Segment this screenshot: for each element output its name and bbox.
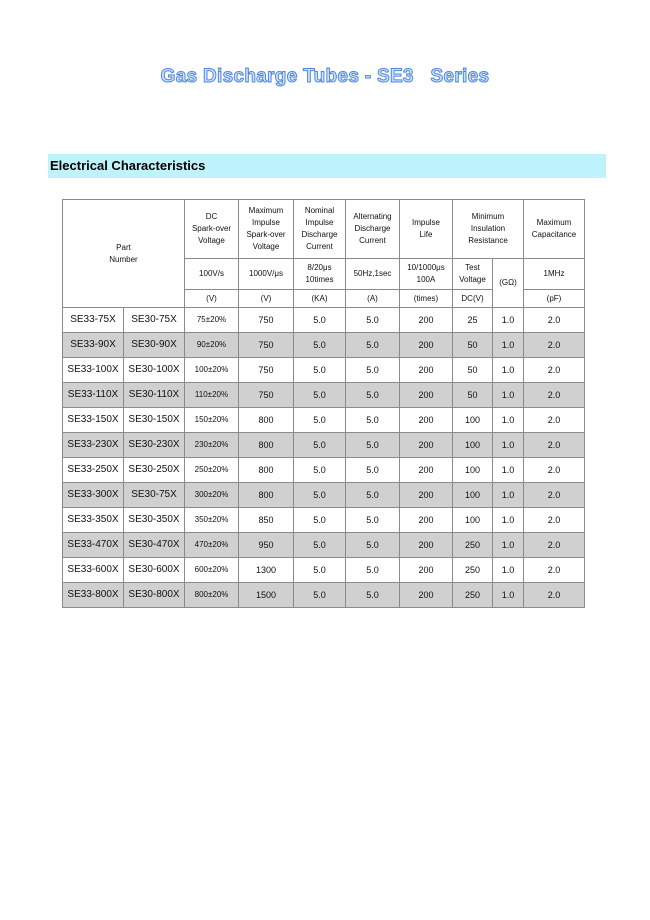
- impulse-unit: (V): [239, 290, 294, 308]
- capacitance-value: 2.0: [524, 333, 585, 358]
- part-number-se33: SE33-800X: [63, 583, 124, 608]
- alternating-discharge-value: 5.0: [346, 533, 400, 558]
- condition-line: 10times: [305, 275, 334, 284]
- part-number-se33: SE33-75X: [63, 308, 124, 333]
- part-number-se30: SE30-470X: [124, 533, 185, 558]
- part-number-se30: SE30-150X: [124, 408, 185, 433]
- test-voltage-value: 50: [453, 333, 493, 358]
- impulse-sparkover-value: 850: [239, 508, 294, 533]
- alternating-discharge-value: 5.0: [346, 433, 400, 458]
- impulse-sparkover-value: 750: [239, 358, 294, 383]
- impulse-life-value: 200: [400, 408, 453, 433]
- capacitance-value: 2.0: [524, 308, 585, 333]
- max-impulse-header: [239, 200, 294, 259]
- dc-sparkover-value: 75±20%: [185, 308, 239, 333]
- impulse-sparkover-value: 800: [239, 458, 294, 483]
- life-unit: (times): [400, 290, 453, 308]
- part-number-se30: SE30-350X: [124, 508, 185, 533]
- alternating-discharge-value: 5.0: [346, 508, 400, 533]
- impulse-sparkover-value: 800: [239, 408, 294, 433]
- insulation-value: 1.0: [493, 333, 524, 358]
- nominal-discharge-value: 5.0: [294, 358, 346, 383]
- nominal-discharge-value: 5.0: [294, 383, 346, 408]
- impulse-life-value: 200: [400, 583, 453, 608]
- dc-condition: 100V/s: [185, 259, 239, 290]
- header-line: Nominal: [304, 206, 335, 215]
- test-voltage-unit: DC(V): [453, 290, 493, 308]
- life-condition: [400, 259, 453, 290]
- section-heading: Electrical Characteristics: [50, 158, 206, 173]
- nominal-discharge-value: 5.0: [294, 333, 346, 358]
- nominal-discharge-header: [294, 200, 346, 259]
- impulse-life-value: 200: [400, 383, 453, 408]
- header-line: Discharge: [301, 230, 338, 239]
- header-line: Spark-over: [246, 230, 286, 239]
- dc-sparkover-value: 350±20%: [185, 508, 239, 533]
- insulation-value: 1.0: [493, 458, 524, 483]
- capacitance-value: 2.0: [524, 508, 585, 533]
- insulation-unit: (GΩ): [493, 259, 524, 308]
- header-line: Alternating: [353, 212, 392, 221]
- nominal-discharge-value: 5.0: [294, 308, 346, 333]
- table-row: [63, 333, 585, 358]
- capacitance-value: 2.0: [524, 583, 585, 608]
- capacitance-value: 2.0: [524, 358, 585, 383]
- header-line: DC: [205, 212, 218, 221]
- header-line: Voltage: [252, 242, 280, 251]
- capacitance-value: 2.0: [524, 458, 585, 483]
- impulse-sparkover-value: 950: [239, 533, 294, 558]
- part-number-se33: SE33-300X: [63, 483, 124, 508]
- insulation-value: 1.0: [493, 483, 524, 508]
- table-row: [63, 508, 585, 533]
- header-line: Impulse: [251, 218, 280, 227]
- dc-sparkover-value: 150±20%: [185, 408, 239, 433]
- alternating-condition: 50Hz,1sec: [346, 259, 400, 290]
- capacitance-value: 2.0: [524, 408, 585, 433]
- impulse-life-value: 200: [400, 358, 453, 383]
- capacitance-value: 2.0: [524, 433, 585, 458]
- insulation-value: 1.0: [493, 558, 524, 583]
- nominal-discharge-value: 5.0: [294, 408, 346, 433]
- table-row: [63, 483, 585, 508]
- nominal-discharge-value: 5.0: [294, 583, 346, 608]
- condition-line: Test: [465, 263, 480, 272]
- test-voltage-value: 100: [453, 408, 493, 433]
- dc-sparkover-value: 250±20%: [185, 458, 239, 483]
- insulation-value: 1.0: [493, 383, 524, 408]
- header-line: Capacitance: [531, 230, 577, 239]
- part-number-se33: SE33-600X: [63, 558, 124, 583]
- header-line: Maximum: [248, 206, 284, 215]
- part-number-se33: SE33-150X: [63, 408, 124, 433]
- part-number-se30: SE30-100X: [124, 358, 185, 383]
- dc-sparkover-value: 470±20%: [185, 533, 239, 558]
- nominal-discharge-value: 5.0: [294, 458, 346, 483]
- condition-line: 10/1000μs: [407, 263, 445, 272]
- nominal-discharge-value: 5.0: [294, 483, 346, 508]
- insulation-value: 1.0: [493, 433, 524, 458]
- header-line: Impulse: [411, 218, 440, 227]
- min-insulation-header: [453, 200, 524, 259]
- test-voltage-value: 250: [453, 533, 493, 558]
- part-number-se33: SE33-230X: [63, 433, 124, 458]
- header-line: Spark-over: [191, 224, 232, 233]
- header-line: Insulation: [470, 224, 506, 233]
- impulse-sparkover-value: 800: [239, 483, 294, 508]
- capacitance-value: 2.0: [524, 533, 585, 558]
- dc-sparkover-value: 100±20%: [185, 358, 239, 383]
- impulse-sparkover-value: 750: [239, 383, 294, 408]
- table-row: [63, 458, 585, 483]
- table-row: [63, 583, 585, 608]
- electrical-characteristics-table: [62, 199, 585, 608]
- impulse-life-value: 200: [400, 558, 453, 583]
- header-line: Discharge: [354, 224, 391, 233]
- dc-sparkover-value: 110±20%: [185, 383, 239, 408]
- alternating-discharge-header: [346, 200, 400, 259]
- part-number-se30: SE30-800X: [124, 583, 185, 608]
- impulse-sparkover-value: 750: [239, 308, 294, 333]
- page-title: Gas Discharge Tubes - SE3 Series: [160, 66, 490, 87]
- dc-sparkover-value: 230±20%: [185, 433, 239, 458]
- insulation-value: 1.0: [493, 408, 524, 433]
- part-number-se33: SE33-90X: [63, 333, 124, 358]
- table-row: [63, 408, 585, 433]
- capacitance-value: 2.0: [524, 383, 585, 408]
- alternating-discharge-value: 5.0: [346, 383, 400, 408]
- nominal-discharge-value: 5.0: [294, 558, 346, 583]
- nominal-discharge-value: 5.0: [294, 533, 346, 558]
- test-voltage-value: 100: [453, 483, 493, 508]
- test-voltage-value: 250: [453, 558, 493, 583]
- max-capacitance-header: [524, 200, 585, 259]
- impulse-sparkover-value: 1300: [239, 558, 294, 583]
- impulse-sparkover-value: 1500: [239, 583, 294, 608]
- part-number-se30: SE30-250X: [124, 458, 185, 483]
- part-number-se33: SE33-110X: [63, 383, 124, 408]
- alternating-discharge-value: 5.0: [346, 358, 400, 383]
- impulse-sparkover-value: 750: [239, 333, 294, 358]
- insulation-value: 1.0: [493, 508, 524, 533]
- insulation-value: 1.0: [493, 583, 524, 608]
- insulation-value: 1.0: [493, 308, 524, 333]
- alternating-discharge-value: 5.0: [346, 458, 400, 483]
- test-voltage-value: 250: [453, 583, 493, 608]
- dc-sparkover-header: [185, 200, 239, 259]
- part-number-se30: SE30-600X: [124, 558, 185, 583]
- alternating-discharge-value: 5.0: [346, 308, 400, 333]
- header-line: Current: [359, 236, 386, 245]
- impulse-life-header: [400, 200, 453, 259]
- alternating-discharge-value: 5.0: [346, 408, 400, 433]
- part-number-se30: SE30-75X: [124, 483, 185, 508]
- header-line: Voltage: [198, 236, 225, 245]
- part-number-se33: SE33-350X: [63, 508, 124, 533]
- test-voltage-value: 50: [453, 358, 493, 383]
- impulse-sparkover-value: 800: [239, 433, 294, 458]
- part-header-line1: Part: [116, 242, 131, 252]
- impulse-life-value: 200: [400, 308, 453, 333]
- test-voltage-value: 100: [453, 433, 493, 458]
- impulse-condition: 1000V/μs: [239, 259, 294, 290]
- part-number-se30: SE30-90X: [124, 333, 185, 358]
- condition-line: 100A: [416, 275, 436, 284]
- part-number-se30: SE30-110X: [124, 383, 185, 408]
- table-row: [63, 308, 585, 333]
- capacitance-unit: (pF): [524, 290, 585, 308]
- alternating-discharge-value: 5.0: [346, 558, 400, 583]
- header-line: Minimum: [471, 212, 505, 221]
- section-heading-bar: [48, 154, 606, 178]
- impulse-life-value: 200: [400, 508, 453, 533]
- insulation-value: 1.0: [493, 358, 524, 383]
- alternating-unit: (A): [346, 290, 400, 308]
- header-line: Life: [419, 230, 433, 239]
- capacitance-value: 2.0: [524, 558, 585, 583]
- alternating-discharge-value: 5.0: [346, 583, 400, 608]
- table-row: [63, 533, 585, 558]
- header-line: Maximum: [536, 218, 572, 227]
- part-number-se33: SE33-250X: [63, 458, 124, 483]
- dc-sparkover-value: 600±20%: [185, 558, 239, 583]
- condition-line: Voltage: [459, 275, 486, 284]
- nominal-condition: [294, 259, 346, 290]
- nominal-discharge-value: 5.0: [294, 508, 346, 533]
- part-number-se30: SE30-230X: [124, 433, 185, 458]
- nominal-discharge-value: 5.0: [294, 433, 346, 458]
- header-line: Current: [306, 242, 333, 251]
- part-number-se33: SE33-470X: [63, 533, 124, 558]
- insulation-value: 1.0: [493, 533, 524, 558]
- table-row: [63, 558, 585, 583]
- table-row: [63, 433, 585, 458]
- test-voltage-value: 100: [453, 458, 493, 483]
- test-voltage-value: 50: [453, 383, 493, 408]
- impulse-life-value: 200: [400, 458, 453, 483]
- dc-sparkover-value: 800±20%: [185, 583, 239, 608]
- impulse-life-value: 200: [400, 333, 453, 358]
- impulse-life-value: 200: [400, 483, 453, 508]
- impulse-life-value: 200: [400, 433, 453, 458]
- capacitance-condition: 1MHz: [524, 259, 585, 290]
- alternating-discharge-value: 5.0: [346, 333, 400, 358]
- part-number-se33: SE33-100X: [63, 358, 124, 383]
- alternating-discharge-value: 5.0: [346, 483, 400, 508]
- test-voltage-value: 100: [453, 508, 493, 533]
- header-line: Resistance: [468, 236, 508, 245]
- capacitance-value: 2.0: [524, 483, 585, 508]
- table-row: [63, 383, 585, 408]
- nominal-unit: (KA): [294, 290, 346, 308]
- test-voltage-header: [453, 259, 493, 290]
- test-voltage-value: 25: [453, 308, 493, 333]
- part-number-se30: SE30-75X: [124, 308, 185, 333]
- impulse-life-value: 200: [400, 533, 453, 558]
- part-header-line2: Number: [109, 254, 138, 264]
- condition-line: 8/20μs: [307, 263, 332, 272]
- dc-sparkover-value: 300±20%: [185, 483, 239, 508]
- dc-unit: (V): [185, 290, 239, 308]
- part-number-header: [63, 200, 185, 308]
- table-row: [63, 358, 585, 383]
- header-line: Impulse: [305, 218, 334, 227]
- dc-sparkover-value: 90±20%: [185, 333, 239, 358]
